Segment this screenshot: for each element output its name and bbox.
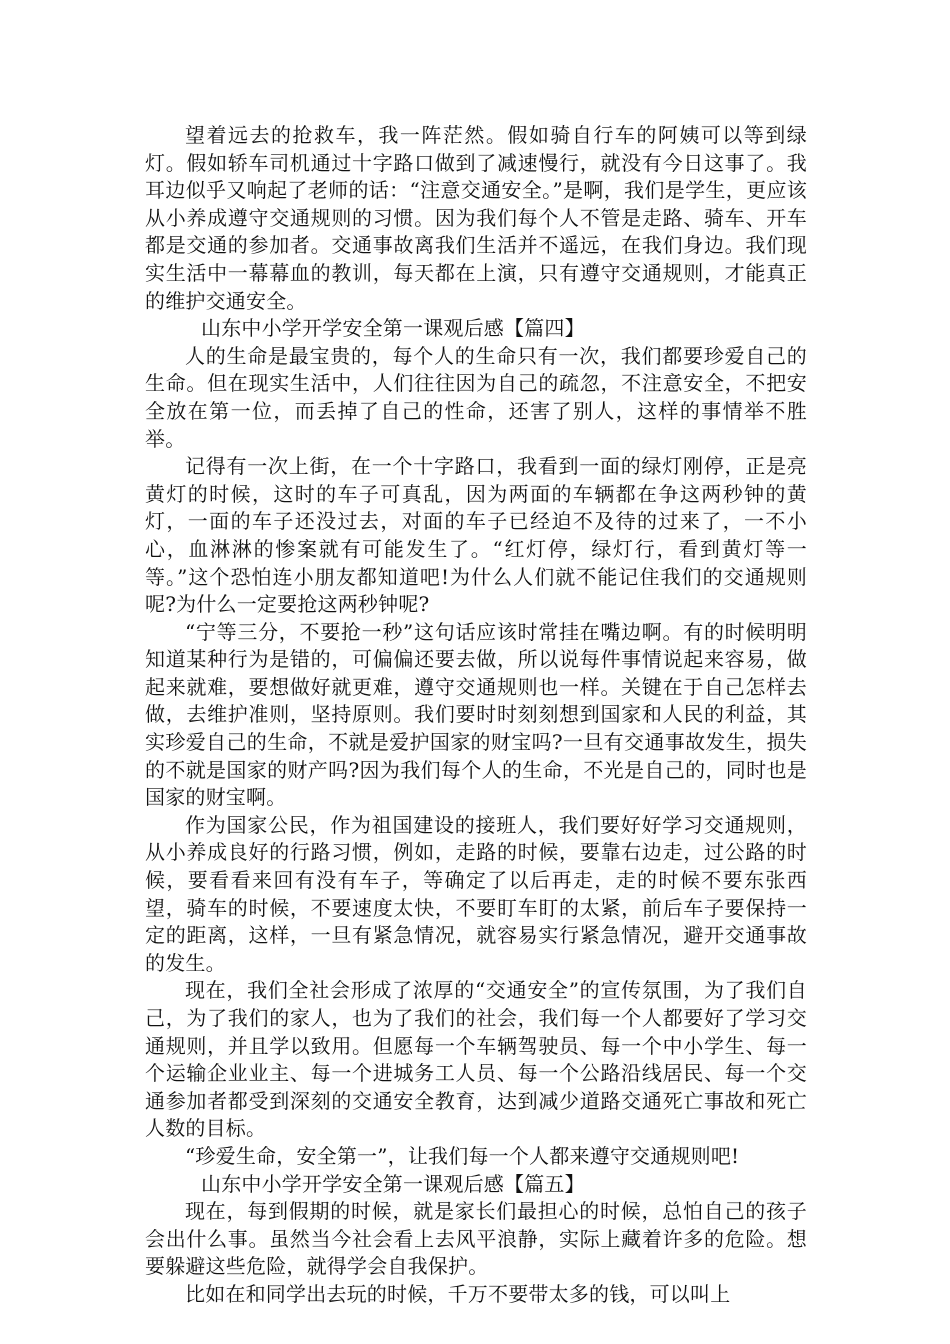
paragraph-5: 作为国家公民，作为祖国建设的接班人，我们要好好学习交通规则，从小养成良好的行路习惯，例如，走路的时候，要靠右边走，过公路的时候，要看看来回有没有车子，等确定了以后再走，走的时候不要东张西望，骑车的时候，不要速度太快，不要盯车盯的太紧，前后车子要保持一定的距离，这样，一旦有紧急情况，就容易实行紧急情况，避开交通事故的发生。 (145, 812, 807, 975)
paragraph-3: 记得有一次上街，在一个十字路口，我看到一面的绿灯刚停，正是亮黄灯的时候，这时的车子可真乱，因为两面的车辆都在争这两秒钟的黄灯，一面的车子还没过去，对面的车子已经迫不及待的过来了，一不小心，血淋淋的惨案就有可能发生了。“红灯停，绿灯行，看到黄灯等一等。”这个恐怕连小朋友都知道吧!为什么人们就不能记住我们的交通规则呢?为什么一定要抢这两秒钟呢? (145, 454, 807, 617)
paragraph-2: 人的生命是最宝贵的，每个人的生命只有一次，我们都要珍爱自己的生命。但在现实生活中，人们往往因为自己的疏忽，不注意安全，不把安全放在第一位，而丢掉了自己的性命，还害了别人，这样的事情举不胜举。 (145, 343, 807, 451)
paragraph-4: “宁等三分，不要抢一秒”这句话应该时常挂在嘴边啊。有的时候明明知道某种行为是错的，可偏偏还要去做，所以说每件事情说起来容易，做起来就难，要想做好就更难，遵守交通规则也一样。关键在于自己怎样去做，去维护准则，坚持原则。我们要时时刻刻想到国家和人民的利益，其实珍爱自己的生命，不就是爱护国家的财宝吗?一旦有交通事故发生，损失的不就是国家的财产吗?因为我们每个人的生命，不光是自己的，同时也是国家的财宝啊。 (145, 619, 807, 810)
paragraph-7: “珍爱生命，安全第一”，让我们每一个人都来遵守交通规则吧! (185, 1143, 740, 1168)
paragraph-1: 望着远去的抢救车，我一阵茫然。假如骑自行车的阿姨可以等到绿灯。假如轿车司机通过十字路口做到了减速慢行，就没有今日这事了。我耳边似乎又响起了老师的话：“注意交通安全。”是啊，我们是学生，更应该从小养成遵守交通规则的习惯。因为我们每个人不管是走路、骑车、开车都是交通的参加者。交通事故离我们生活并不遥远，在我们身边。我们现实生活中一幕幕血的教训，每天都在上演，只有遵守交通规则，才能真正的维护交通安全。 (145, 123, 807, 313)
paragraph-9: 比如在和同学出去玩的时候，千万不要带太多的钱，可以叫上 (185, 1281, 731, 1306)
paragraph-6: 现在，我们全社会形成了浓厚的“交通安全”的宣传氛围，为了我们自己，为了我们的家人，也为了我们的社会，我们每一个人都要好了学习交通规则，并且学以致用。但愿每一个车辆驾驶员、每一个中小学生、每一个运输企业业主、每一个进城务工人员、每一个公路沿线居民、每一个交通参加者都受到深刻的交通安全教育，达到减少道路交通死亡事故和死亡人数的目标。 (145, 978, 807, 1141)
section-heading-part-4: 山东中小学开学安全第一课观后感【篇四】 (201, 316, 585, 341)
paragraph-8: 现在，每到假期的时候，就是家长们最担心的时候，总怕自己的孩子会出什么事。虽然当今社会看上去风平浪静，实际上藏着许多的危险。想要躲避这些危险，就得学会自我保护。 (145, 1199, 807, 1279)
section-heading-part-5: 山东中小学开学安全第一课观后感【篇五】 (201, 1171, 585, 1196)
document-page (145, 122, 807, 1309)
